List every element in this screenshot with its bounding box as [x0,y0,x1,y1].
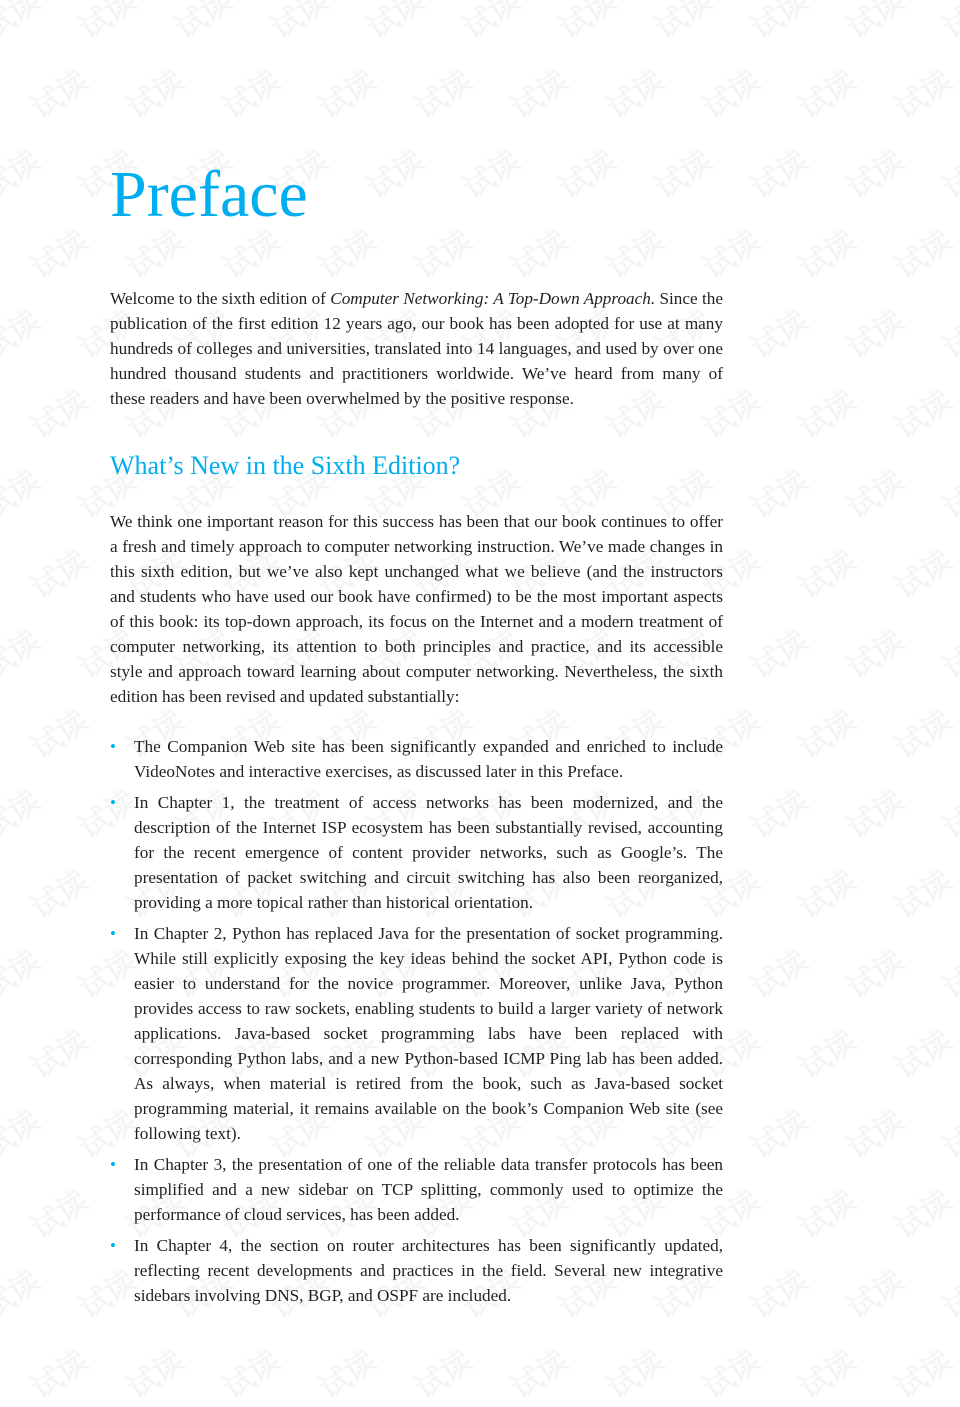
watermark-text [837,457,911,527]
watermark-text [933,777,960,847]
watermark-text [837,0,911,47]
watermark-text [933,457,960,527]
watermark-text [0,1257,47,1327]
watermark-text [837,1257,911,1327]
watermark-text [453,0,527,47]
watermark-text [933,1097,960,1167]
list-item [110,921,723,1146]
watermark-text [885,57,959,127]
bullet-icon: • [110,737,116,756]
watermark-text [645,0,719,47]
bullet-icon: • [110,1155,116,1174]
intro-text-end: Since the publication of the first edition 12 years ago, our book has been adopted for use at many hundreds of colleges and universities, translated into 14 languages, and used by over one hundred thousand students and practitioners worldwide. We’ve heard from many of these readers and have been overwhelmed by the positive response. [110,289,723,408]
watermark-text [741,777,815,847]
watermark-text [117,57,191,127]
watermark-text [645,137,719,207]
watermark-text [357,137,431,207]
list-item-text: In Chapter 4, the section on router architectures has been significantly updated, reflecting recent developments and practices in the field. Several new integrative sidebars involving DNS, BGP, and OSPF are included. [134,1236,723,1305]
watermark-text [693,1337,767,1407]
list-item [110,1152,723,1227]
watermark-text [453,137,527,207]
watermark-text [837,1097,911,1167]
watermark-text [789,217,863,287]
watermark-text [501,217,575,287]
watermark-text [933,937,960,1007]
watermark-text [549,137,623,207]
watermark-text [789,697,863,767]
watermark-text [741,297,815,367]
watermark-text [549,0,623,47]
watermark-text [693,217,767,287]
book-title: Computer Networking: A Top-Down Approach. [330,289,656,308]
page-title: Preface [110,158,308,231]
watermark-text [789,1017,863,1087]
watermark-text [21,1017,95,1087]
watermark-text [0,1097,47,1167]
watermark-text [597,57,671,127]
watermark-text [357,0,431,47]
intro-text-start: Welcome to the sixth edition of [110,289,331,308]
watermark-text [885,1177,959,1247]
watermark-text [837,617,911,687]
watermark-text [837,137,911,207]
watermark-text [837,937,911,1007]
watermark-text [261,0,335,47]
watermark-text [885,857,959,927]
watermark-text [0,297,47,367]
watermark-text [405,217,479,287]
watermark-text [309,217,383,287]
watermark-text [741,1097,815,1167]
watermark-text [837,777,911,847]
watermark-text [21,57,95,127]
watermark-text [165,0,239,47]
watermark-text [597,217,671,287]
list-item [110,1233,723,1308]
list-item-text: The Companion Web site has been significantly expanded and enriched to include VideoNotes and interactive exercises, as discussed later in this Preface. [134,737,723,781]
watermark-text [933,137,960,207]
list-item [110,734,723,784]
bullet-icon: • [110,924,116,943]
watermark-text [21,217,95,287]
watermark-text [21,1337,95,1407]
watermark-text [741,617,815,687]
watermark-text [69,0,143,47]
watermark-text [117,1337,191,1407]
list-item [110,790,723,915]
watermark-text [741,937,815,1007]
watermark-text [789,1177,863,1247]
watermark-text [0,777,47,847]
changes-list [110,734,723,1314]
watermark-text [0,457,47,527]
section-paragraph [110,509,723,709]
watermark-text [885,1337,959,1407]
watermark-text [21,1177,95,1247]
intro-paragraph [110,286,723,411]
watermark-text [885,377,959,447]
watermark-text [885,697,959,767]
watermark-text [21,697,95,767]
watermark-text [885,1017,959,1087]
bullet-icon: • [110,793,116,812]
watermark-text [0,137,47,207]
watermark-text [789,857,863,927]
watermark-text [741,0,815,47]
watermark-text [789,57,863,127]
watermark-text [0,937,47,1007]
watermark-text [21,857,95,927]
watermark-text [789,1337,863,1407]
list-item-text: In Chapter 3, the presentation of one of the reliable data transfer protocols has been simplified and a new sidebar on TCP splitting, commonly used to optimize the performance of cloud services, has been added. [134,1155,723,1224]
watermark-text [0,617,47,687]
watermark-text [885,537,959,607]
watermark-text [741,1257,815,1327]
watermark-text [933,617,960,687]
list-item-text: In Chapter 1, the treatment of access networks has been modernized, and the description of the Internet ISP ecosystem has been substantially revised, accounting for the recent emergence of content provider networks, such as Google’s. The presentation of packet switching and circuit switching has also been reorganized, providing a more topical rather than historical orientation. [134,793,723,912]
watermark-text [789,537,863,607]
section-heading: What’s New in the Sixth Edition? [110,451,461,480]
section-paragraph-text: We think one important reason for this success has been that our book continues to offer a fresh and timely approach to computer networking instruction. We’ve made changes in this sixth edition, but we’ve also kept unchanged what we believe (and the instructors and students who have used our book have confirmed) to be the most important aspects of this book: its top-down approach, its focus on the Internet and a modern treatment of computer networking, its attention to both principles and practice, and its accessible style and approach toward learning about computer networking. Nevertheless, the sixth edition has been revised and updated substantially: [110,512,723,706]
watermark-text [885,217,959,287]
list-item-text: In Chapter 2, Python has replaced Java for the presentation of socket programming. While still explicitly exposing the key ideas behind the socket API, Python code is easier to understand for the novice programmer. Moreover, unlike Java, Python provides access to raw sockets, enabling students to build a larger variety of network applications. Java-based socket programming labs have been replaced with corresponding Python labs, and a new Python-based ICMP Ping lab has been added. As always, when material is retired from the book, such as Java-based socket programming material, it remains available on the book’s Companion Web site (see following text). [134,924,723,1143]
watermark-text [213,1337,287,1407]
watermark-text [933,1257,960,1327]
watermark-text [21,377,95,447]
watermark-text [0,0,47,47]
watermark-text [597,1337,671,1407]
bullet-icon: • [110,1236,116,1255]
watermark-text [501,57,575,127]
watermark-text [741,137,815,207]
watermark-text [309,57,383,127]
watermark-text [21,537,95,607]
watermark-text [693,57,767,127]
watermark-text [933,0,960,47]
watermark-text [213,57,287,127]
watermark-text [405,1337,479,1407]
watermark-text [933,297,960,367]
watermark-text [741,457,815,527]
watermark-text [309,1337,383,1407]
watermark-text [501,1337,575,1407]
watermark-text [789,377,863,447]
watermark-text [837,297,911,367]
watermark-text [405,57,479,127]
